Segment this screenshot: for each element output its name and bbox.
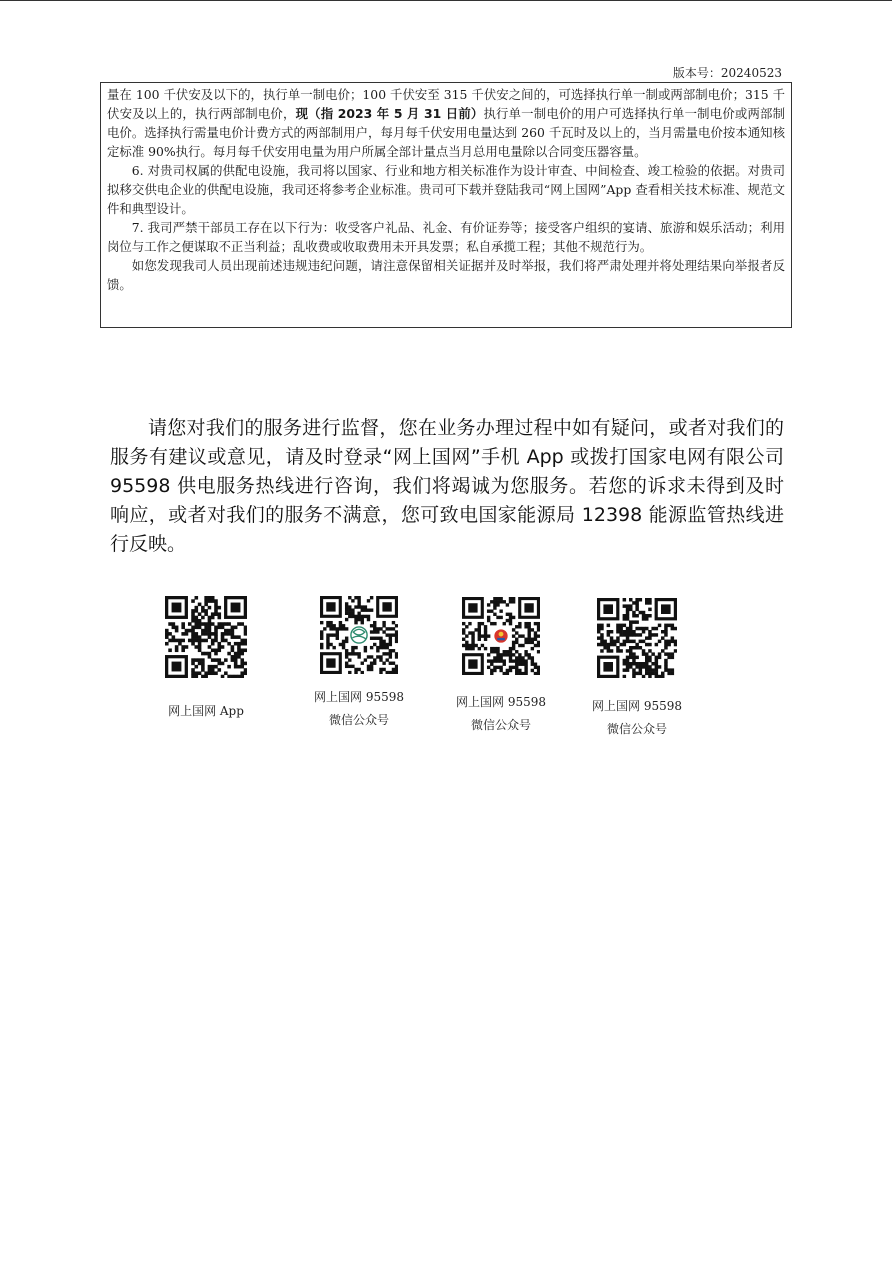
notice-paragraph-tariff	[107, 85, 785, 161]
supervision-text: 请您对我们的服务进行监督，您在业务办理过程中如有疑问，或者对我们的服务有建议或意见，请及时登录“网上国网”手机 App 或拨打国家电网有限公司 95598 供电服务热线进行咨询，我们将竭诚为您服务。若您的诉求未得到及时响应，或者对我们的服务不满意，您可致电国家能源局 12398 能源监管热线进行反映。	[110, 417, 784, 555]
page-top-border	[0, 0, 892, 1]
qr-wechat-1-caption-line2: 微信公众号	[328, 713, 389, 727]
notice-paragraph-report: 如您发现我司人员出现前述违规违纪问题，请注意保留相关证据并及时举报，我们将严肃处理并将处理结果向举报者反馈。	[107, 258, 785, 292]
qr-app	[136, 596, 276, 723]
version-number: 版本号：20240523	[672, 66, 782, 80]
qr-wechat-2-caption-line2: 微信公众号	[470, 718, 531, 732]
qr-wechat-1-caption-line1: 网上国网 95598	[314, 690, 404, 704]
qr-code-icon	[597, 598, 677, 678]
qr-app-caption: 网上国网 App	[168, 704, 244, 718]
qr-wechat-3-caption-line2: 微信公众号	[606, 722, 667, 736]
notice-box	[100, 82, 792, 328]
qr-code-icon	[462, 597, 540, 675]
supervision-statement	[110, 414, 784, 559]
qr-wechat-3-caption-line1: 网上国网 95598	[592, 699, 682, 713]
notice-paragraph-6: 6. 对贵司权属的供配电设施，我司将以国家、行业和地方相关标准作为设计审查、中间检查、竣工检验的依据。对贵司拟移交供电企业的供配电设施，我司还将参考企业标准。贵司可下载并登陆我司“网上国网”App 查看相关技术标准、规范文件和典型设计。	[107, 163, 785, 216]
notice-paragraph-7: 7. 我司严禁干部员工存在以下行为：收受客户礼品、礼金、有价证券等；接受客户组织的宴请、旅游和娱乐活动；利用岗位与工作之便谋取不正当利益；乱收费或收取费用未开具发票；私自承揽工程；其他不规范行为。	[107, 220, 785, 254]
qr-code-icon	[165, 596, 247, 678]
qr-code-icon	[320, 596, 398, 674]
qr-wechat-2-caption-line1: 网上国网 95598	[456, 695, 546, 709]
tariff-text-b: 执行单一制电价的用户可选择执行单一制电价或两部制电价。选择执行需量电价计费方式的两部制用户，每月每千伏安用电量达到 260 千瓦时及以上的，当月需量电价按本通知核定标准 90%执行。每月每千伏安用电量为用户所属全部计量点当月总用电量除以合同变压器容量。	[107, 106, 786, 159]
tariff-text-bold: 现（指 2023 年 5 月 31 日前）	[295, 106, 484, 121]
tariff-text-a: 量在 100 千伏安及以下的，执行单一制电价；100 千伏安至 315 千伏安之间的，可选择执行单一制或两部制电价；315 千伏安及以上的，执行两部制电价，	[107, 87, 785, 121]
qr-wechat-3	[567, 598, 707, 741]
qr-wechat-2	[431, 597, 571, 737]
qr-wechat-1	[289, 596, 429, 732]
